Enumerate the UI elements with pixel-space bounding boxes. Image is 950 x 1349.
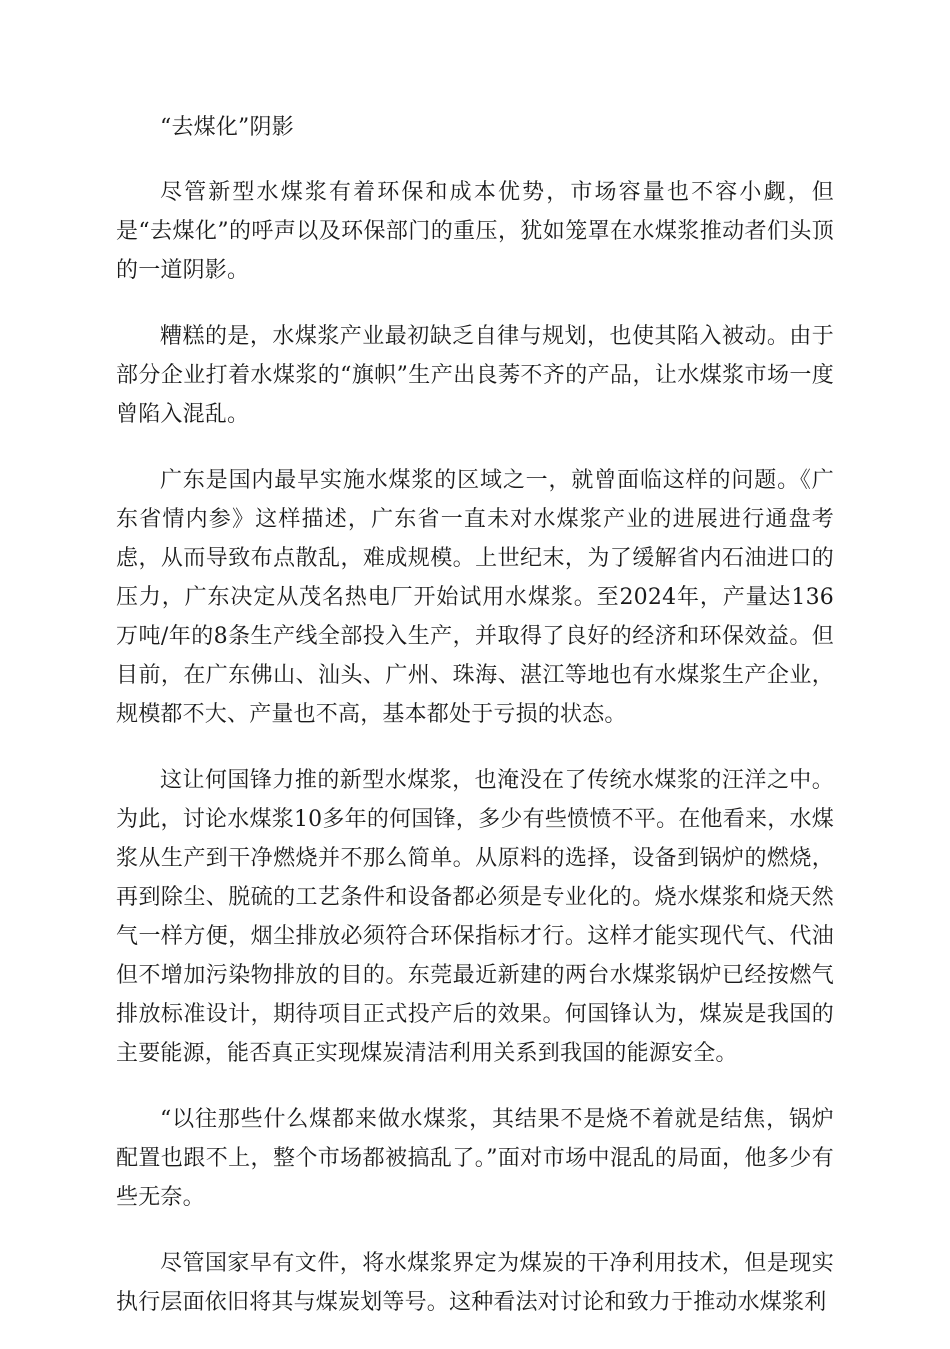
paragraph-3: 广东是国内最早实施水煤浆的区域之一，就曾面临这样的问题。《广东省情内参》这样描述，广东省一直未对水煤浆产业的进展进行通盘考虑，从而导致布点散乱，难成规模。上世纪末，为了缓解省内石油进口的压力，广东决定从茂名热电厂开始试用水煤浆。至2024年，产量达136万吨/年的8条生产线全部投入生产，并取得了良好的经济和环保效益。但目前，在广东佛山、汕头、广州、珠海、湛江等地也有水煤浆生产企业，规模都不大、产量也不高，基本都处于亏损的状态。 bbox=[116, 468, 834, 727]
paragraph-6: 尽管国家早有文件，将水煤浆界定为煤炭的干净利用技术，但是现实执行层面依旧将其与煤炭划等号。这种看法对讨论和致力于推动水煤浆利 bbox=[116, 1251, 834, 1315]
paragraph-5: “以往那些什么煤都来做水煤浆，其结果不是烧不着就是结焦，锅炉配置也跟不上，整个市场都被搞乱了。”面对市场中混乱的局面，他多少有些无奈。 bbox=[116, 1107, 834, 1210]
article-body bbox=[116, 108, 834, 1349]
paragraph-2: 糟糕的是，水煤浆产业最初缺乏自律与规划，也使其陷入被动。由于部分企业打着水煤浆的“旗帜”生产出良莠不齐的产品，让水煤浆市场一度曾陷入混乱。 bbox=[116, 324, 834, 427]
section-heading: “去煤化”阴影 bbox=[160, 115, 294, 140]
paragraph-1: 尽管新型水煤浆有着环保和成本优势，市场容量也不容小觑，但是“去煤化”的呼声以及环保部门的重压，犹如笼罩在水煤浆推动者们头顶的一道阴影。 bbox=[116, 180, 834, 283]
paragraph-4: 这让何国锋力推的新型水煤浆，也淹没在了传统水煤浆的汪洋之中。为此，讨论水煤浆10多年的何国锋，多少有些愤愤不平。在他看来，水煤浆从生产到干净燃烧并不那么简单。从原料的选择，设备到锅炉的燃烧，再到除尘、脱硫的工艺条件和设备都必须是专业化的。烧水煤浆和烧天然气一样方便，烟尘排放必须符合环保指标才行。这样才能实现代气、代油但不增加污染物排放的目的。东莞最近新建的两台水煤浆锅炉已经按燃气排放标准设计，期待项目正式投产后的效果。何国锋认为，煤炭是我国的主要能源，能否真正实现煤炭清洁利用关系到我国的能源安全。 bbox=[116, 768, 834, 1066]
